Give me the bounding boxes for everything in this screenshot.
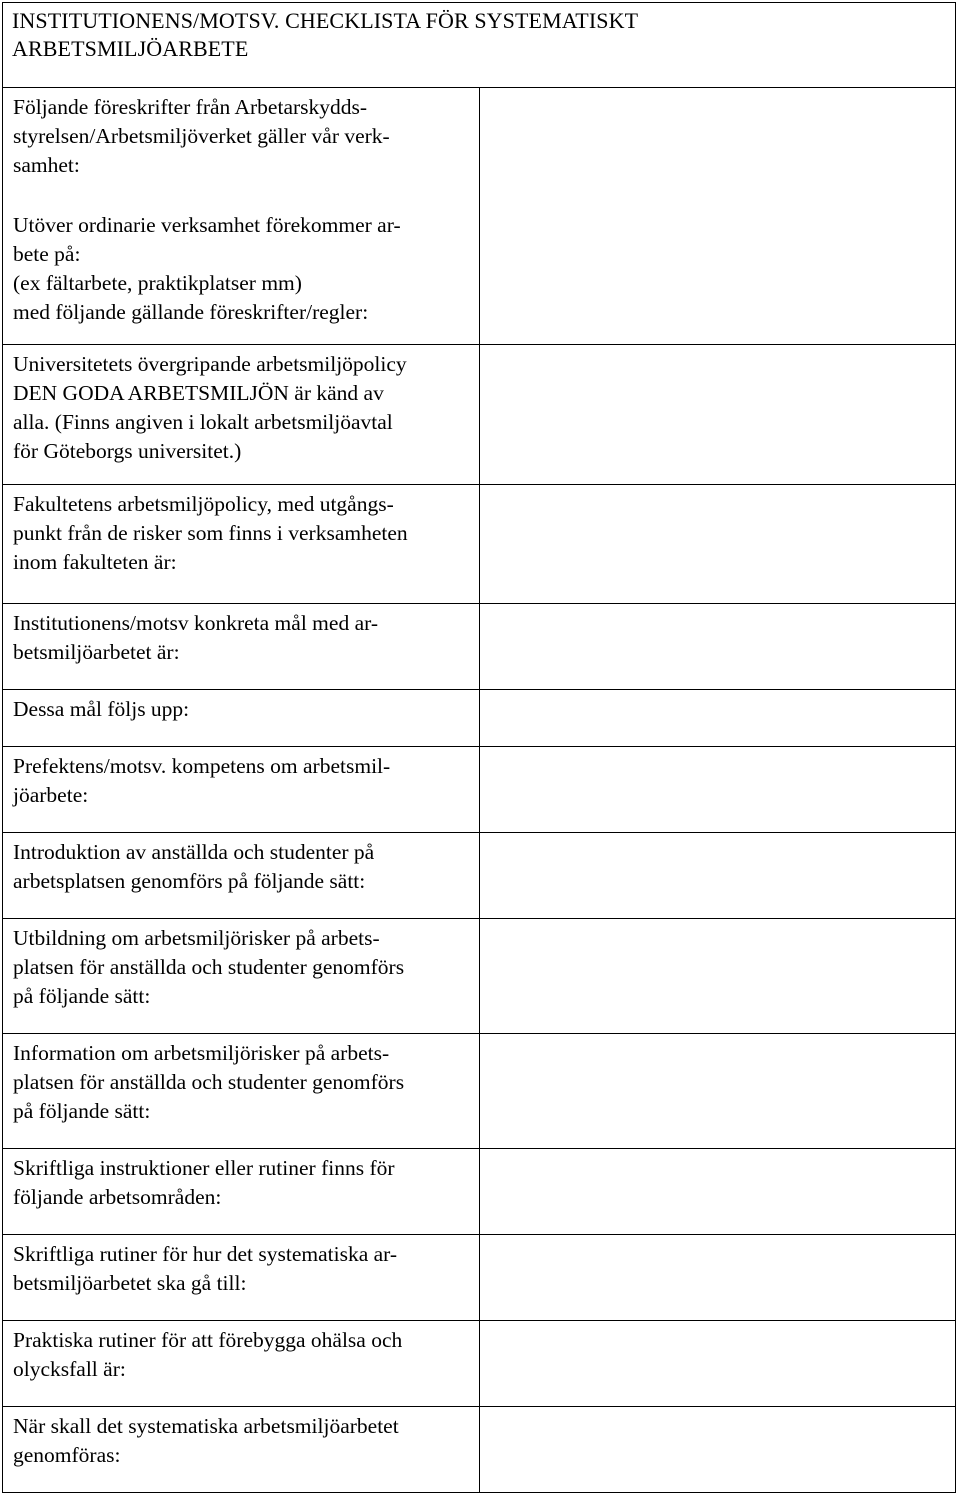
question-mal-foljs-upp: Dessa mål följs upp: bbox=[13, 697, 190, 721]
question-cell bbox=[3, 1034, 480, 1149]
checklist-row-information bbox=[3, 1034, 956, 1149]
question-cell bbox=[3, 919, 480, 1034]
question-skriftliga-instruktioner: Skriftliga instruktioner eller rutiner finns för följande arbetsområden: bbox=[13, 1156, 395, 1209]
checklist-row-foreskrifter bbox=[3, 88, 956, 345]
answer-cell-nar-genomforas[interactable] bbox=[479, 1407, 956, 1493]
answer-cell-introduktion[interactable] bbox=[479, 833, 956, 919]
question-foreskrifter: Följande föreskrifter från Arbetarskydds- styrelsen/Arbetsmiljöverket gäller vår verk- samhet: bbox=[13, 95, 390, 177]
question-utbildning: Utbildning om arbetsmiljörisker på arbets- platsen för anställda och studenter genomförs på följande sätt: bbox=[13, 926, 405, 1008]
question-cell bbox=[3, 88, 480, 345]
answer-cell-information[interactable] bbox=[479, 1034, 956, 1149]
checklist-row-konkreta-mal bbox=[3, 604, 956, 690]
document-title: INSTITUTIONENS/MOTSV. CHECKLISTA FÖR SYSTEMATISKT ARBETSMILJÖARBETE bbox=[12, 8, 639, 61]
question-cell bbox=[3, 747, 480, 833]
answer-cell-universitetets-policy[interactable] bbox=[479, 345, 956, 485]
answer-cell-utbildning[interactable] bbox=[479, 919, 956, 1034]
question-konkreta-mal: Institutionens/motsv konkreta mål med ar- betsmiljöarbetet är: bbox=[13, 611, 378, 664]
checklist-row-mal-foljs-upp bbox=[3, 690, 956, 747]
question-introduktion: Introduktion av anställda och studenter på arbetsplatsen genomförs på följande sätt: bbox=[13, 840, 375, 893]
question-cell bbox=[3, 345, 480, 485]
checklist-row-universitetets-policy bbox=[3, 345, 956, 485]
checklist-row-skriftliga-instruktioner bbox=[3, 1149, 956, 1235]
question-praktiska-rutiner: Praktiska rutiner för att förebygga ohälsa och olycksfall är: bbox=[13, 1328, 403, 1381]
answer-cell-konkreta-mal[interactable] bbox=[479, 604, 956, 690]
question-cell bbox=[3, 1321, 480, 1407]
checklist-row-prefektens-kompetens bbox=[3, 747, 956, 833]
checklist-table bbox=[2, 2, 956, 1493]
checklist-row-nar-genomforas bbox=[3, 1407, 956, 1493]
answer-cell-fakultetens-policy[interactable] bbox=[479, 485, 956, 604]
question-nar-genomforas: När skall det systematiska arbetsmiljöarbetet genomföras: bbox=[13, 1414, 399, 1467]
question-information: Information om arbetsmiljörisker på arbets- platsen för anställda och studenter genomförs på följande sätt: bbox=[13, 1041, 405, 1123]
checklist-row-fakultetens-policy bbox=[3, 485, 956, 604]
checklist-row-praktiska-rutiner bbox=[3, 1321, 956, 1407]
checklist-row-skriftliga-rutiner bbox=[3, 1235, 956, 1321]
spacer bbox=[3, 180, 479, 206]
answer-cell-skriftliga-instruktioner[interactable] bbox=[479, 1149, 956, 1235]
question-cell bbox=[3, 1149, 480, 1235]
question-cell bbox=[3, 1235, 480, 1321]
header-row bbox=[3, 3, 956, 88]
header-cell bbox=[3, 3, 956, 88]
answer-cell-foreskrifter[interactable] bbox=[479, 88, 956, 345]
checklist-row-utbildning bbox=[3, 919, 956, 1034]
question-cell bbox=[3, 485, 480, 604]
question-universitetets-policy: Universitetets övergripande arbetsmiljöpolicy DEN GODA ARBETSMILJÖN är känd av alla. (Finns angiven i lokalt arbetsmiljöavtal för Göteborgs universitet.) bbox=[13, 352, 407, 463]
question-prefektens-kompetens: Prefektens/motsv. kompetens om arbetsmil- jöarbete: bbox=[13, 754, 391, 807]
question-ovrig-verksamhet: Utöver ordinarie verksamhet förekommer ar- bete på: (ex fältarbete, praktikplatser mm) med följande gällande föreskrifter/regler: bbox=[13, 213, 401, 324]
question-skriftliga-rutiner: Skriftliga rutiner för hur det systematiska ar- betsmiljöarbetet ska gå till: bbox=[13, 1242, 398, 1295]
question-cell bbox=[3, 833, 480, 919]
question-cell bbox=[3, 604, 480, 690]
checklist-row-introduktion bbox=[3, 833, 956, 919]
answer-cell-skriftliga-rutiner[interactable] bbox=[479, 1235, 956, 1321]
question-cell bbox=[3, 1407, 480, 1493]
answer-cell-praktiska-rutiner[interactable] bbox=[479, 1321, 956, 1407]
question-fakultetens-policy: Fakultetens arbetsmiljöpolicy, med utgångs- punkt från de risker som finns i verksamheten inom fakulteten är: bbox=[13, 492, 408, 574]
answer-cell-prefektens-kompetens[interactable] bbox=[479, 747, 956, 833]
answer-cell-mal-foljs-upp[interactable] bbox=[479, 690, 956, 747]
question-cell bbox=[3, 690, 480, 747]
